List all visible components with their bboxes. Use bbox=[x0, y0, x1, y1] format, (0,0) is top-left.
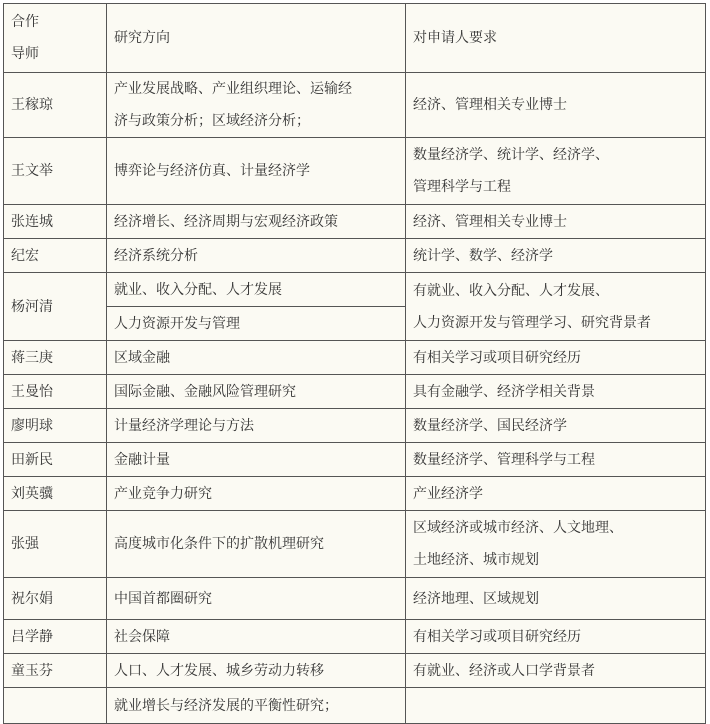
applicant-requirement-line-2: 管理科学与工程 bbox=[413, 179, 511, 195]
research-direction: 计量经济学理论与方法 bbox=[107, 409, 406, 443]
applicant-requirement: 数量经济学、管理科学与工程 bbox=[406, 443, 706, 477]
research-direction: 就业、收入分配、人才发展 bbox=[107, 273, 406, 307]
applicant-requirement: 产业经济学 bbox=[406, 477, 706, 511]
advisor-table bbox=[3, 3, 706, 724]
advisor-name: 张连城 bbox=[4, 205, 107, 239]
table-row bbox=[4, 688, 706, 724]
table-row bbox=[4, 239, 706, 273]
header-advisor bbox=[4, 4, 107, 73]
applicant-requirement: 具有金融学、经济学相关背景 bbox=[406, 375, 706, 409]
advisor-name: 吕学静 bbox=[4, 620, 107, 654]
table-row bbox=[4, 620, 706, 654]
table-row bbox=[4, 375, 706, 409]
research-direction: 中国首都圈研究 bbox=[107, 578, 406, 620]
applicant-requirement bbox=[406, 511, 706, 578]
header-row bbox=[4, 4, 706, 73]
table-row bbox=[4, 205, 706, 239]
applicant-requirement: 经济、管理相关专业博士 bbox=[406, 73, 706, 138]
header-direction: 研究方向 bbox=[107, 4, 406, 73]
applicant-requirement-line-1: 区域经济或城市经济、人文地理、 bbox=[413, 520, 623, 536]
table-row bbox=[4, 443, 706, 477]
advisor-name bbox=[4, 688, 107, 724]
research-direction: 金融计量 bbox=[107, 443, 406, 477]
applicant-requirement-line-1: 数量经济学、统计学、经济学、 bbox=[413, 147, 609, 163]
header-advisor-line-2: 导师 bbox=[11, 46, 39, 62]
applicant-requirement: 经济地理、区域规划 bbox=[406, 578, 706, 620]
header-advisor-line-1: 合作 bbox=[11, 14, 39, 30]
table-row bbox=[4, 73, 706, 138]
advisor-name: 杨河清 bbox=[4, 273, 107, 341]
research-direction: 经济系统分析 bbox=[107, 239, 406, 273]
research-direction: 就业增长与经济发展的平衡性研究； bbox=[107, 688, 406, 724]
advisor-name: 蒋三庚 bbox=[4, 341, 107, 375]
applicant-requirement: 统计学、数学、经济学 bbox=[406, 239, 706, 273]
table-row bbox=[4, 409, 706, 443]
header-requirement: 对申请人要求 bbox=[406, 4, 706, 73]
table-row bbox=[4, 477, 706, 511]
applicant-requirement: 有相关学习或项目研究经历 bbox=[406, 341, 706, 375]
table-row bbox=[4, 341, 706, 375]
applicant-requirement bbox=[406, 138, 706, 205]
advisor-name: 纪宏 bbox=[4, 239, 107, 273]
table-row bbox=[4, 654, 706, 688]
research-direction: 国际金融、金融风险管理研究 bbox=[107, 375, 406, 409]
research-direction: 产业竞争力研究 bbox=[107, 477, 406, 511]
advisor-name: 刘英骥 bbox=[4, 477, 107, 511]
advisor-name: 张强 bbox=[4, 511, 107, 578]
table-row bbox=[4, 273, 706, 307]
research-direction: 博弈论与经济仿真、计量经济学 bbox=[107, 138, 406, 205]
advisor-name: 廖明球 bbox=[4, 409, 107, 443]
advisor-name: 祝尔娟 bbox=[4, 578, 107, 620]
advisor-name: 王曼怡 bbox=[4, 375, 107, 409]
research-direction bbox=[107, 73, 406, 138]
advisor-name: 王文举 bbox=[4, 138, 107, 205]
research-direction-line-1: 产业发展战略、产业组织理论、运输经 bbox=[114, 81, 352, 97]
applicant-requirement: 经济、管理相关专业博士 bbox=[406, 205, 706, 239]
table-row bbox=[4, 511, 706, 578]
research-direction: 人力资源开发与管理 bbox=[107, 307, 406, 341]
applicant-requirement bbox=[406, 273, 706, 341]
applicant-requirement: 数量经济学、国民经济学 bbox=[406, 409, 706, 443]
research-direction-line-2: 济与政策分析；区域经济分析； bbox=[114, 113, 310, 129]
research-direction: 高度城市化条件下的扩散机理研究 bbox=[107, 511, 406, 578]
applicant-requirement: 有就业、经济或人口学背景者 bbox=[406, 654, 706, 688]
applicant-requirement-line-1: 有就业、收入分配、人才发展、 bbox=[413, 282, 609, 299]
advisor-name: 田新民 bbox=[4, 443, 107, 477]
research-direction: 社会保障 bbox=[107, 620, 406, 654]
applicant-requirement: 有相关学习或项目研究经历 bbox=[406, 620, 706, 654]
research-direction: 区域金融 bbox=[107, 341, 406, 375]
advisor-name: 王稼琼 bbox=[4, 73, 107, 138]
applicant-requirement bbox=[406, 688, 706, 724]
table-row bbox=[4, 138, 706, 205]
applicant-requirement-line-2: 人力资源开发与管理学习、研究背景者 bbox=[413, 314, 651, 331]
research-direction: 人口、人才发展、城乡劳动力转移 bbox=[107, 654, 406, 688]
advisor-name: 童玉芬 bbox=[4, 654, 107, 688]
applicant-requirement-line-2: 土地经济、城市规划 bbox=[413, 552, 539, 568]
table-row bbox=[4, 578, 706, 620]
research-direction: 经济增长、经济周期与宏观经济政策 bbox=[107, 205, 406, 239]
